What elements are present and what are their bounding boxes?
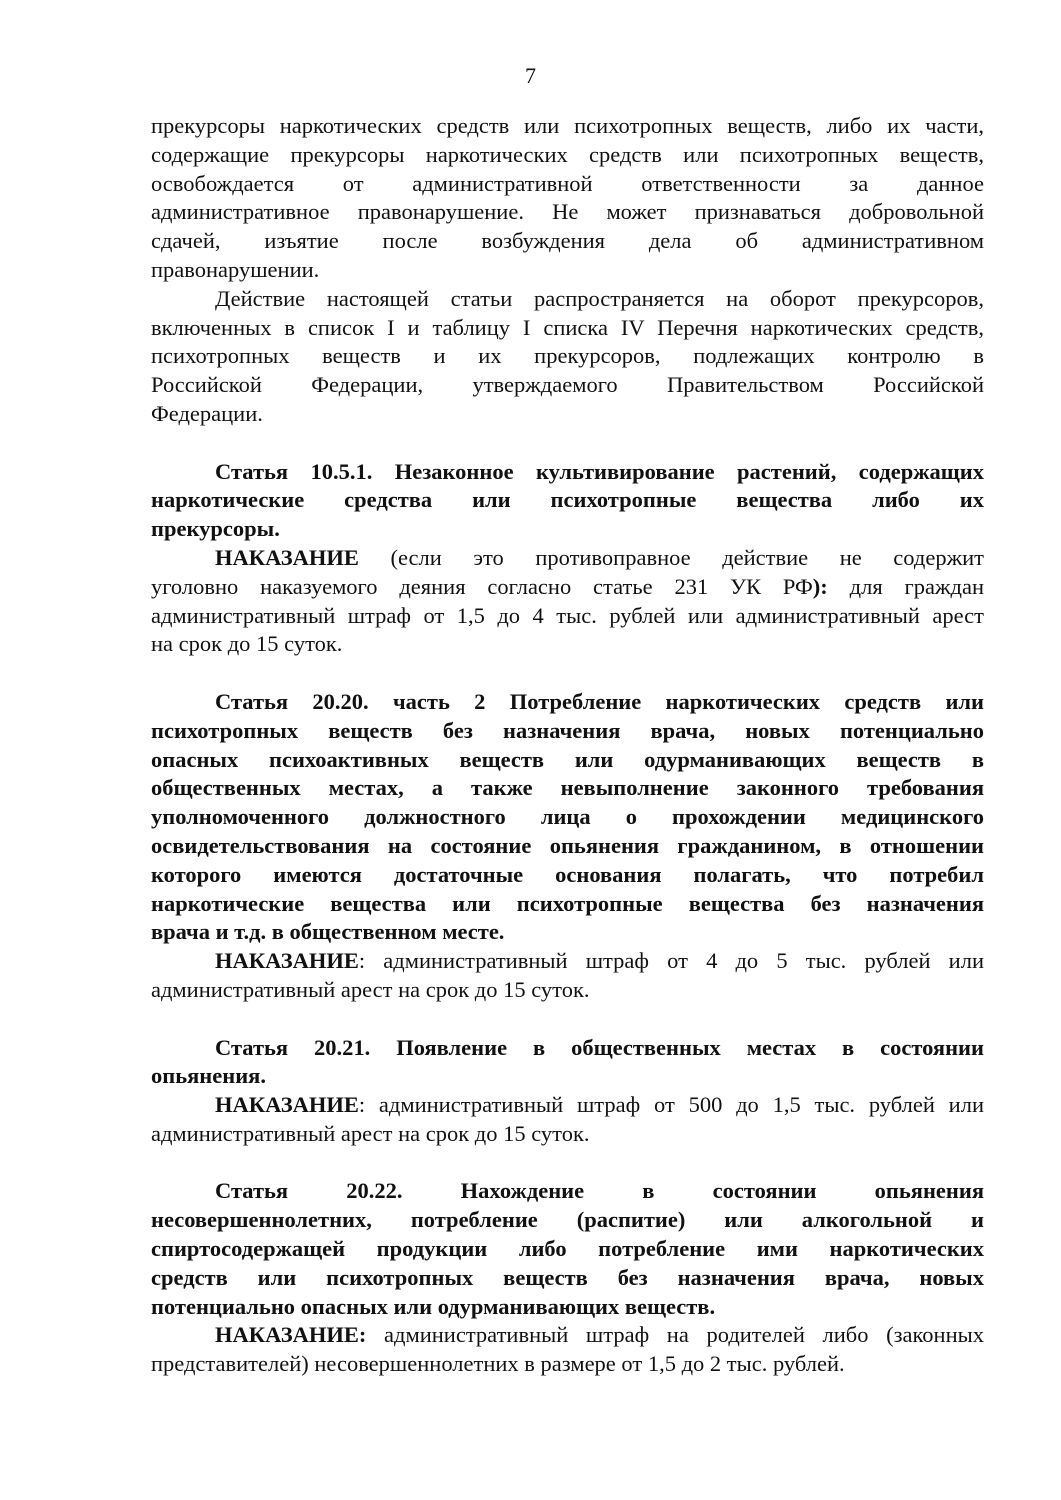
article-title-line: опасных психоактивных веществ или одурманивающих веществ в [151,746,984,772]
spacer [151,659,984,688]
punishment-text: : административный штраф от 4 до 5 тыс. рублей или [358,948,984,974]
page-content [151,112,984,1379]
text-line: психотропных веществ и их прекурсоров, подлежащих контролю в [151,343,984,369]
text-line: Федерации. [151,400,263,426]
punishment-text: (если это противоправное действие не содержит [390,544,984,570]
text-line: прекурсоры наркотических средств или психотропных веществ, либо их части, [151,113,984,138]
punishment-line: административный штраф от 1,5 до 4 тыс. рублей или административный арест [151,602,984,628]
article-title-line: потенциально опасных или одурманивающих веществ. [151,1293,716,1319]
punishment-line: на срок до 15 суток. [151,631,343,657]
article-title-line: Статья 20.22. Нахождение в состоянии опьянения [215,1178,984,1204]
punishment-text: административный штраф на родителей либо (законных [366,1322,984,1348]
article-title-line: прекурсоры. [151,516,280,542]
page-number: 7 [525,63,536,88]
text-line: административное правонарушение. Не может признаваться добровольной [151,199,984,225]
punishment-line: административный арест на срок до 15 суток. [151,976,590,1002]
punishment-text: уголовно наказуемого деяния согласно статье 231 УК РФ [151,573,813,599]
article-title-line: общественных местах, а также невыполнение законного требования [151,775,984,801]
spacer [151,1149,984,1178]
text-line: освобождается от административной ответственности за данное [151,170,984,196]
punishment-text: для граждан [849,573,984,599]
article-title-line: Статья 20.21. Появление в общественных местах в состоянии [215,1034,984,1060]
article-20-22 [151,1177,984,1379]
punishment-line: административный арест на срок до 15 суток. [151,1120,590,1146]
paragraph-scope [151,285,984,429]
article-20-20 [151,688,984,1005]
punishment-line [151,544,984,573]
punishment-label: НАКАЗАНИЕ [215,544,359,570]
text-line: включенных в список I и таблицу I списка IV Перечня наркотических средств, [151,314,984,340]
article-title-line: уполномоченного должностного лица о прохождении медицинского [151,804,984,830]
article-title-line: освидетельствования на состояние опьянения гражданином, в отношении [151,832,984,858]
text-line: Действие настоящей статьи распространяется на оборот прекурсоров, [215,285,984,311]
article-title-line: Статья 10.5.1. Незаконное культивирование растений, содержащих [215,458,984,484]
article-title-line: наркотические вещества или психотропные вещества без назначения [151,890,984,916]
punishment-label: НАКАЗАНИЕ [215,1092,359,1118]
punishment-label: НАКАЗАНИЕ [215,948,359,974]
punishment-text: : административный штраф от 500 до 1,5 тыс. рублей или [358,1092,984,1118]
article-10-5-1 [151,458,984,660]
article-title-line: Статья 20.20. часть 2 Потребление наркотических средств или [215,688,984,714]
text-line: правонарушении. [151,256,320,282]
punishment-label: НАКАЗАНИЕ: [215,1322,367,1348]
text-line: сдачей, изъятие после возбуждения дела об административном [151,228,984,254]
punishment-line [151,1091,984,1120]
spacer [151,1005,984,1034]
article-title-line: которого имеются достаточные основания полагать, что потребил [151,861,984,887]
article-title-line: врача и т.д. в общественном месте. [151,919,505,945]
punishment-line [151,573,984,602]
spacer [151,429,984,458]
punishment-colon: ): [812,573,828,599]
paragraph-precursors-release [151,112,984,285]
article-20-21 [151,1034,984,1149]
punishment-line: представителей) несовершеннолетних в размере от 1,5 до 2 тыс. рублей. [151,1351,845,1377]
article-title-line: опьянения. [151,1063,266,1089]
article-title-line: психотропных веществ без назначения врача, новых потенциально [151,717,984,743]
article-title-line: спиртосодержащей продукции либо потребление ими наркотических [151,1236,984,1262]
article-title-line: несовершеннолетних, потребление (распитие) или алкогольной и [151,1207,984,1233]
text-line: Российской Федерации, утверждаемого Правительством Российской [151,372,984,398]
punishment-line [151,1321,984,1350]
punishment-line [151,947,984,976]
article-title-line: средств или психотропных веществ без назначения врача, новых [151,1264,984,1290]
article-title-line: наркотические средства или психотропные вещества либо их [151,487,984,513]
text-line: содержащие прекурсоры наркотических средств или психотропных веществ, [151,141,984,167]
